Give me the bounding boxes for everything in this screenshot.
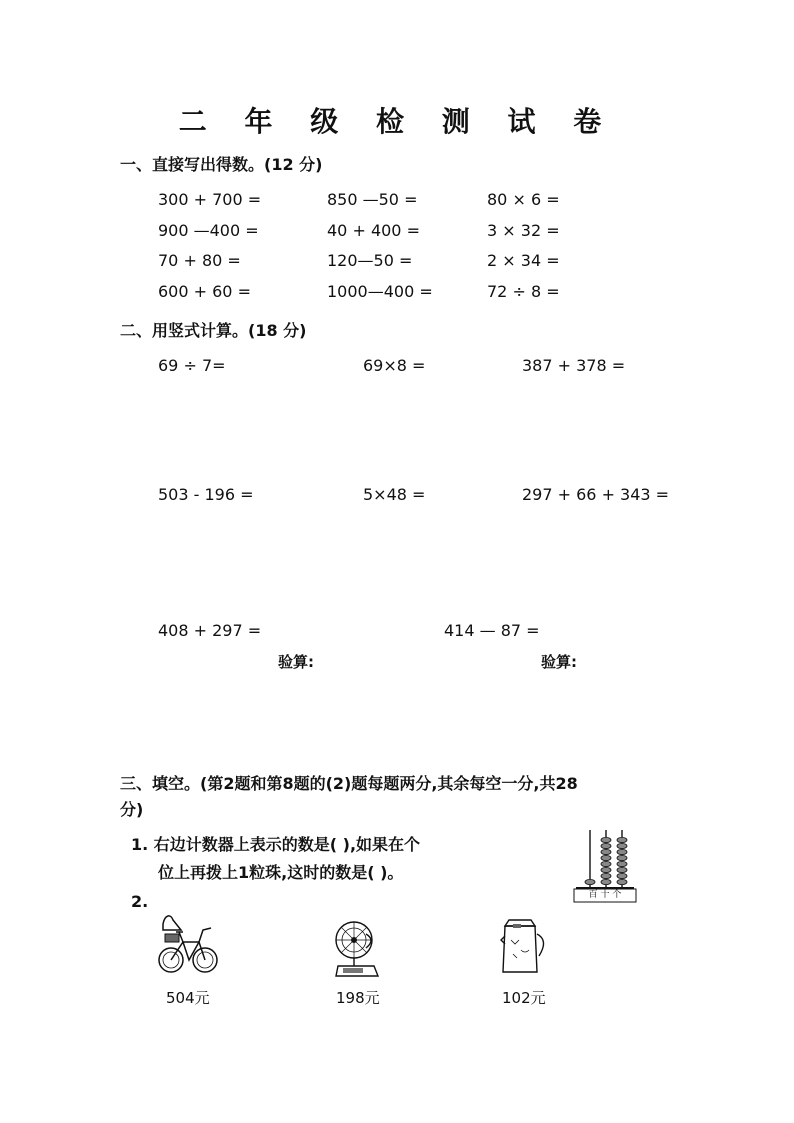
section-3-heading: 三、填空。(第2题和第8题的(2)题每题两分,其余每空一分,共28: [120, 774, 578, 793]
kettle-icon: [499, 916, 551, 978]
fan-price: 198元: [336, 989, 380, 1007]
problem-2-3: 3 × 32 =: [487, 221, 560, 240]
vertical-calc-6: 297 + 66 + 343 =: [522, 485, 670, 504]
problem-4-3: 72 ÷ 8 =: [487, 282, 560, 301]
abacus-label: 百 十 个: [588, 890, 622, 900]
problem-2-1: 900 —400 =: [158, 221, 259, 240]
question-1-line-1: 1. 右边计数器上表示的数是( ),如果在个: [131, 835, 421, 854]
vertical-calc-5: 5×48 =: [363, 485, 426, 504]
problem-2-2: 40 + 400 =: [327, 221, 420, 240]
check-label-1: 验算:: [278, 653, 314, 671]
problem-1-1: 300 + 700 =: [158, 190, 262, 209]
question-1-line-2: 位上再拨上1粒珠,这时的数是( )。: [158, 863, 404, 882]
problem-1-2: 850 —50 =: [327, 190, 418, 209]
bicycle-icon: [157, 912, 219, 978]
vertical-calc-4: 503 - 196 =: [158, 485, 254, 504]
problem-3-3: 2 × 34 =: [487, 251, 560, 270]
bicycle-price: 504元: [166, 989, 210, 1007]
vertical-calc-1: 69 ÷ 7=: [158, 356, 226, 375]
kettle-price: 102元: [502, 989, 546, 1007]
vertical-calc-7: 408 + 297 =: [158, 621, 262, 640]
problem-4-1: 600 + 60 =: [158, 282, 251, 301]
section-2-heading: 二、用竖式计算。(18 分): [120, 321, 307, 340]
problem-1-3: 80 × 6 =: [487, 190, 560, 209]
vertical-calc-3: 387 + 378 =: [522, 356, 626, 375]
fan-icon: [334, 918, 380, 978]
check-label-2: 验算:: [541, 653, 577, 671]
page-title: 二 年 级 检 测 试 卷: [178, 105, 616, 138]
vertical-calc-8: 414 — 87 =: [444, 621, 540, 640]
question-2-number: 2.: [131, 892, 149, 911]
section-3-heading-cont: 分): [120, 800, 144, 819]
problem-3-2: 120—50 =: [327, 251, 413, 270]
problem-4-2: 1000—400 =: [327, 282, 433, 301]
problem-3-1: 70 + 80 =: [158, 251, 241, 270]
vertical-calc-2: 69×8 =: [363, 356, 426, 375]
section-1-heading: 一、直接写出得数。(12 分): [120, 155, 323, 174]
